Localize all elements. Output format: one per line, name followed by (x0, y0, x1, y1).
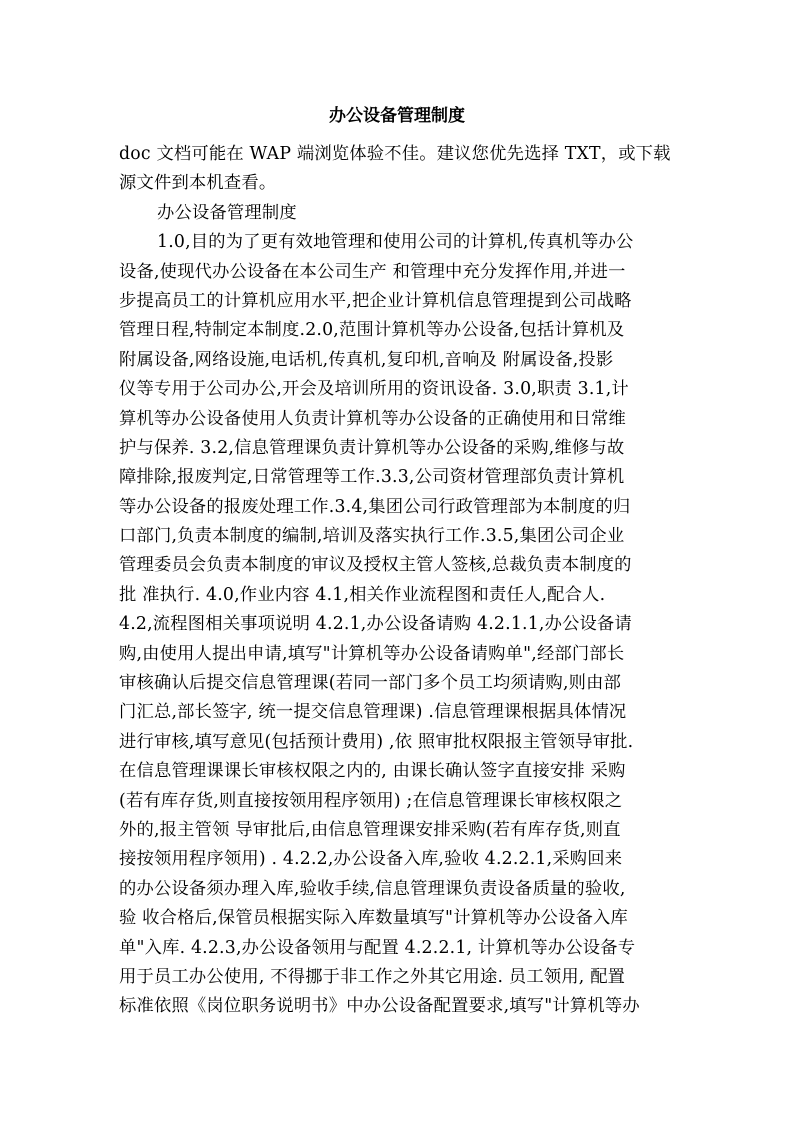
text-line: 外的,报主管领 导审批后,由信息管理课安排采购(若有库存货,则直 (119, 819, 621, 840)
document-title: 办公设备管理制度 (329, 106, 465, 126)
text-line: 批 准执行. 4.0,作业内容 4.1,相关作业流程图和责任人,配合人. (119, 584, 606, 605)
text-line: 步提高员工的计算机应用水平,把企业计算机信息管理提到公司战略 (119, 290, 632, 311)
text-line: 门汇总,部长签字, 统一提交信息管理课) .信息管理课根据具体情况 (119, 702, 627, 723)
text-line: 障排除,报废判定,日常管理等工作.3.3,公司资材管理部负责计算机 (119, 467, 625, 488)
text-line: 用于员工办公使用, 不得挪于非工作之外其它用途. 员工领用, 配置 (119, 966, 626, 987)
text-line: 口部门,负责本制度的编制,培训及落实执行工作.3.5,集团公司企业 (119, 526, 625, 547)
text-line: 等办公设备的报废处理工作.3.4,集团公司行政管理部为本制度的归 (119, 496, 631, 517)
text-line: 设备,使现代办公设备在本公司生产 和管理中充分发挥作用,并进一 (119, 261, 626, 282)
text-line: 审核确认后提交信息管理课(若同一部门多个员工均须请购,则由部 (119, 673, 622, 694)
section-heading: 办公设备管理制度 (157, 202, 297, 223)
text-line: 护与保养. 3.2,信息管理课负责计算机等办公设备的采购,维修与故 (119, 437, 625, 458)
text-line: 附属设备,网络设施,电话机,传真机,复印机,音响及 附属设备,投影 (119, 349, 614, 370)
text-line: doc 文档可能在 WAP 端浏览体验不佳。建议您优先选择 TXT，或下载 (119, 144, 671, 164)
text-line: 单"入库. 4.2.3,办公设备领用与配置 4.2.2.1, 计算机等办公设备专 (119, 937, 636, 958)
text-line: 购,由使用人提出申请,填写"计算机等办公设备请购单",经部门部长 (119, 643, 625, 664)
text-line: 源文件到本机查看。 (119, 173, 277, 194)
document-body (119, 140, 679, 1022)
text-line: 管理委员会负责本制度的审议及授权主管人签核,总裁负责本制度的 (119, 555, 632, 576)
text-line: 管理日程,特制定本制度.2.0,范围计算机等办公设备,包括计算机及 (119, 320, 625, 341)
text-line: 1.0,目的为了更有效地管理和使用公司的计算机,传真机等办公 (157, 232, 634, 253)
text-line: 的办公设备须办理入库,验收手续,信息管理课负责设备质量的验收, (119, 878, 626, 899)
text-line: 在信息管理课课长审核权限之内的, 由课长确认签字直接安排 采购 (119, 761, 626, 782)
text-line: 验 收合格后,保管员根据实际入库数量填写"计算机等办公设备入库 (119, 908, 629, 929)
text-line: 4.2,流程图相关事项说明 4.2.1,办公设备请购 4.2.1.1,办公设备请 (119, 614, 633, 635)
text-line: 仪等专用于公司办公,开会及培训所用的资讯设备. 3.0,职责 3.1,计 (119, 379, 629, 400)
text-line: 算机等办公设备使用人负责计算机等办公设备的正确使用和日常维 (119, 408, 626, 429)
text-line: 接按领用程序领用) . 4.2.2,办公设备入库,验收 4.2.2.1,采购回来 (119, 849, 623, 870)
text-line: 进行审核,填写意见(包括预计费用) ,依 照审批权限报主管领导审批. (119, 731, 634, 752)
text-line: 标准依照《岗位职务说明书》中办公设备配置要求,填写"计算机等办 (119, 996, 640, 1017)
text-line: (若有库存货,则直接按领用程序领用) ;在信息管理课长审核权限之 (119, 790, 623, 811)
